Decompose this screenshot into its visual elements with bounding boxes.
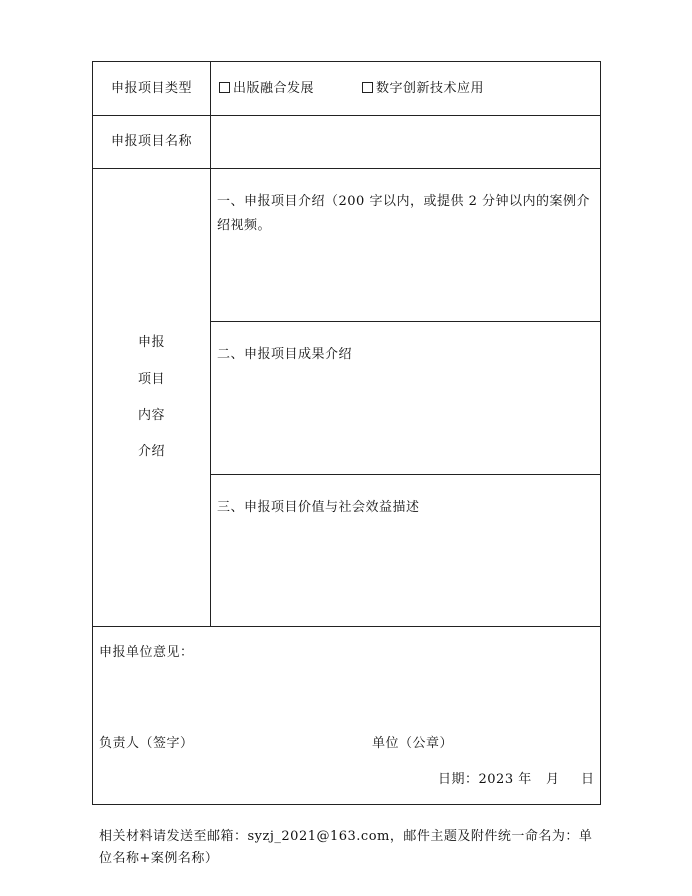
section-project-value[interactable]: 三、申报项目价值与社会效益描述 <box>217 500 420 515</box>
signer-label: 负责人（签字） <box>99 736 194 751</box>
unit-opinion-label: 申报单位意见： <box>99 645 194 660</box>
footer-note: 相关材料请发送至邮箱：syzj_2021@163.com，邮件主题及附件统一命名为：单位名称+案例名称） <box>99 829 593 866</box>
option-label: 数字创新技术应用 <box>376 81 485 96</box>
option-label: 出版融合发展 <box>233 81 315 96</box>
date-day: 日 <box>581 772 595 787</box>
content-label-line: 申报 <box>138 335 166 350</box>
content-label-line: 介绍 <box>138 444 166 459</box>
content-label-line: 内容 <box>138 408 166 423</box>
section-project-results[interactable]: 二、申报项目成果介绍 <box>217 347 353 362</box>
section-divider <box>211 321 600 322</box>
project-name-field[interactable] <box>212 116 600 168</box>
row-divider <box>93 168 600 169</box>
date-month: 月 <box>546 772 560 787</box>
checkbox-icon[interactable] <box>219 82 230 93</box>
section-project-intro[interactable]: 一、申报项目介绍（200 字以内，或提供 2 分钟以内的案例介绍视频。 <box>217 194 590 233</box>
project-type-label: 申报项目类型 <box>111 81 193 96</box>
option-digital-innovation[interactable] <box>362 80 484 98</box>
date-prefix: 日期：2023 年 <box>438 772 532 787</box>
row-divider <box>93 626 600 627</box>
content-label-line: 项目 <box>138 372 166 387</box>
column-divider <box>210 62 211 627</box>
unit-seal-label: 单位（公章） <box>372 736 454 751</box>
checkbox-icon[interactable] <box>362 82 373 93</box>
section-divider <box>211 474 600 475</box>
option-publishing-integration[interactable] <box>219 80 314 98</box>
project-name-label: 申报项目名称 <box>111 134 193 149</box>
application-form-table <box>92 61 601 805</box>
